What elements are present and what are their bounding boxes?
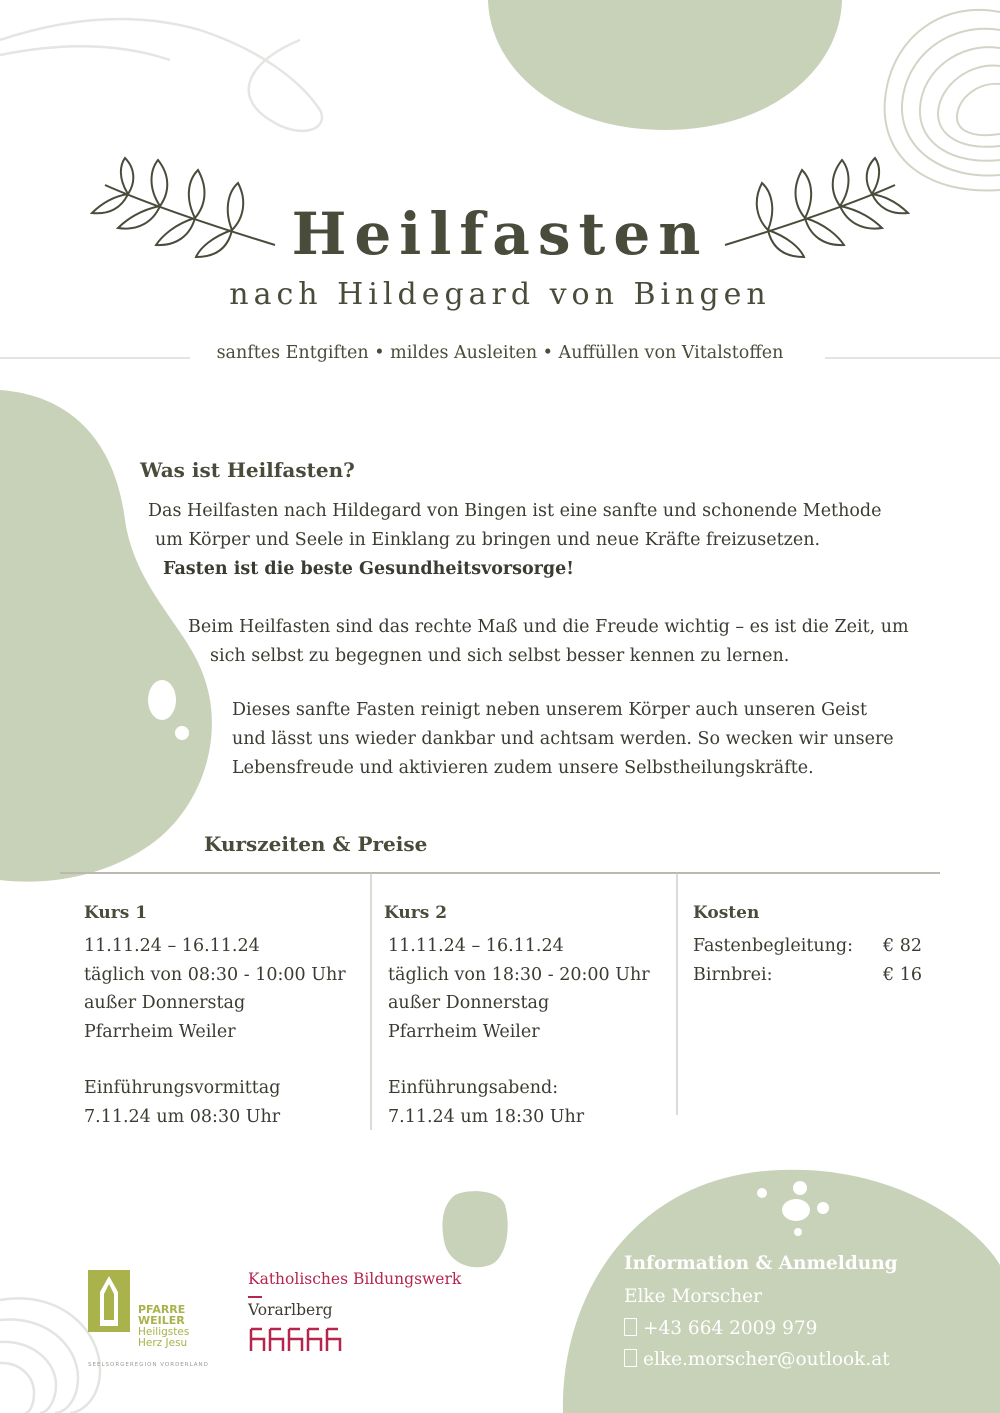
- kurs2-intro-date: 7.11.24 um 18:30 Uhr: [388, 1106, 585, 1127]
- kurs2-intro-label: Einführungsabend:: [388, 1078, 559, 1098]
- dot: [782, 1199, 810, 1221]
- kurs1-location: Pfarrheim Weiler: [84, 1021, 236, 1042]
- top-circle-shape: [488, 0, 842, 130]
- tagline-text: sanftes Entgiften • mildes Ausleiten • Auffüllen von Vitalstoffen: [209, 343, 792, 363]
- kurs1-exception: außer Donnerstag: [84, 993, 246, 1013]
- pfarre-weiler-logo: [88, 1270, 208, 1370]
- kbw-rule: [248, 1296, 262, 1298]
- kosten-title: Kosten: [693, 903, 760, 923]
- kosten-row: [693, 932, 933, 961]
- intro-p3-line2: und lässt uns wieder dankbar und achtsam werden. So wecken wir unsere: [232, 729, 894, 749]
- kurs1-intro-label: Einführungsvormittag: [84, 1078, 281, 1098]
- kosten-label: Birnbrei:: [693, 965, 773, 985]
- intro-p3-line3: Lebensfreude und aktivieren zudem unsere Selbstheilungskräfte.: [232, 758, 814, 778]
- blob-hole-small: [175, 726, 189, 740]
- dot: [794, 1228, 802, 1236]
- dot: [757, 1188, 767, 1198]
- intro-p3-line1: Dieses sanfte Fasten reinigt neben unserem Körper auch unseren Geist: [232, 700, 868, 720]
- small-rounded-shape: [442, 1191, 507, 1267]
- blob-hole-large: [148, 680, 176, 720]
- kurs1-time: täglich von 08:30 - 10:00 Uhr: [84, 964, 346, 985]
- kurs2-title: Kurs 2: [384, 903, 448, 923]
- top-right-rings: [885, 10, 1000, 191]
- contact-block: [624, 1253, 898, 1370]
- pfarre-line1: PFARRE: [138, 1303, 186, 1316]
- kurs1-dates: 11.11.24 – 16.11.24: [84, 936, 260, 956]
- pfarre-line2: WEILER: [138, 1314, 185, 1327]
- email-icon: [624, 1349, 637, 1367]
- kosten-row: [693, 961, 933, 990]
- contact-email[interactable]: elke.morscher@outlook.at: [643, 1349, 890, 1370]
- intro-p2-line2: sich selbst zu begegnen und sich selbst besser kennen zu lernen.: [210, 646, 790, 666]
- kosten-column: [693, 903, 933, 990]
- contact-email-row: [624, 1349, 898, 1370]
- kbw-chairs-icon: [248, 1325, 348, 1355]
- kbw-line1: Katholisches Bildungswerk: [248, 1270, 462, 1288]
- tagline: [0, 343, 1000, 363]
- contact-heading: Information & Anmeldung: [624, 1253, 898, 1274]
- kurs2-time: täglich von 18:30 - 20:00 Uhr: [388, 964, 650, 985]
- kurs2-exception: außer Donnerstag: [388, 993, 550, 1013]
- pfarre-line3: Heiligstes: [138, 1326, 190, 1338]
- intro-heading: Was ist Heilfasten?: [140, 458, 355, 482]
- church-logo-icon: [88, 1270, 130, 1332]
- top-left-swirl: [0, 19, 322, 131]
- contact-phone-row: [624, 1318, 898, 1339]
- kosten-price: € 16: [883, 965, 922, 985]
- intro-p1-bold: Fasten ist die beste Gesundheitsvorsorge!: [163, 559, 574, 579]
- kurs2-column: [384, 903, 650, 1131]
- intro-p2-line1: Beim Heilfasten sind das rechte Maß und die Freude wichtig – es ist die Zeit, um: [188, 617, 909, 637]
- contact-phone[interactable]: +43 664 2009 979: [643, 1318, 818, 1339]
- pfarre-region: SEELSORGEREGION VORDERLAND: [88, 1362, 209, 1368]
- kurs1-title: Kurs 1: [84, 903, 148, 923]
- dot: [817, 1202, 829, 1214]
- kbw-line2: Vorarlberg: [248, 1300, 333, 1319]
- intro-p1-line2: um Körper und Seele in Einklang zu bringen und neue Kräfte freizusetzen.: [155, 530, 821, 550]
- intro-p1-line1: Das Heilfasten nach Hildegard von Bingen ist eine sanfte und schonende Methode: [148, 501, 882, 521]
- bottom-left-rings: [0, 1298, 100, 1413]
- kbw-logo: [248, 1270, 461, 1355]
- page-subtitle: nach Hildegard von Bingen: [229, 277, 771, 312]
- kurs2-dates: 11.11.24 – 16.11.24: [388, 936, 564, 956]
- pfarre-line4: Herz Jesu: [138, 1337, 188, 1349]
- phone-icon: [624, 1318, 637, 1336]
- dot: [793, 1181, 807, 1195]
- kosten-price: € 82: [883, 936, 922, 956]
- contact-name: Elke Morscher: [624, 1286, 762, 1307]
- courses-heading: Kurszeiten & Preise: [204, 832, 428, 856]
- kosten-label: Fastenbegleitung:: [693, 936, 854, 956]
- kurs2-location: Pfarrheim Weiler: [388, 1021, 540, 1042]
- kurs1-column: [84, 903, 346, 1131]
- page-title: Heilfasten: [291, 200, 709, 268]
- kurs1-intro-date: 7.11.24 um 08:30 Uhr: [84, 1106, 281, 1127]
